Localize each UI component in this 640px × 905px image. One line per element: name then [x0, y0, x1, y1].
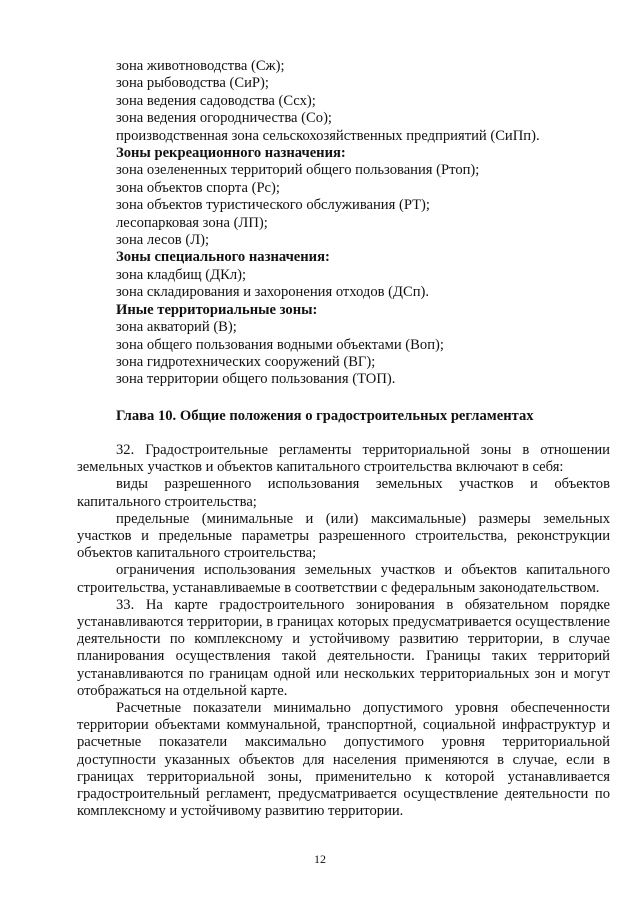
list-item: зона территории общего пользования (ТОП). — [116, 371, 396, 388]
list-item: зона гидротехнических сооружений (ВГ); — [116, 353, 376, 370]
paragraph: 32. Градостроительные регламенты территориальной зоны в отношении земельных участков и объектов капитального строительства включают в себя: — [77, 442, 610, 476]
list-item: зона ведения садоводства (Ссх); — [116, 92, 316, 109]
list-item: производственная зона сельскохозяйственных предприятий (СиПп). — [116, 127, 540, 144]
section-heading: Иные территориальные зоны: — [116, 301, 318, 318]
paragraph: 33. На карте градостроительного зонирования в обязательном порядке устанавливаются территории, в границах которых предусматривается осуществление деятельности по комплексному и устойчивому развитию территории, в случае планирования осуществления такой деятельности. Границы таких территорий устанавливаются по границам одной или нескольких территориальных зон и могут отображаться на отдельной карте. — [77, 596, 610, 699]
list-item: зона объектов спорта (Рс); — [116, 179, 280, 196]
paragraph: ограничения использования земельных участков и объектов капитального строительства, устанавливаемые в соответствии с федеральным законодательством. — [77, 562, 610, 596]
list-item: зона общего пользования водными объектами (Воп); — [116, 336, 444, 353]
paragraph: предельные (минимальные и (или) максимальные) размеры земельных участков и предельные параметры разрешенного строительства, реконструкции объектов капитального строительства; — [77, 510, 610, 562]
paragraph: Расчетные показатели минимально допустимого уровня обеспеченности территории объектами коммунальной, транспортной, социальной инфраструктур и расчетные показатели максимально допустимого уровня территориальной доступности указанных объектов для населения применяются в случае, если в границах территориальной зоны, применительно к которой устанавливается градостроительный регламент, предусматривается осуществление деятельности по комплексному и устойчивому развитию территории. — [77, 700, 610, 820]
chapter-title: Глава 10. Общие положения о градостроительных регламентах — [116, 408, 534, 424]
page-number: 12 — [314, 852, 326, 866]
list-item: зона кладбищ (ДКл); — [116, 266, 247, 283]
list-item: зона озелененных территорий общего пользования (Ртоп); — [116, 162, 480, 179]
section-heading: Зоны рекреационного назначения: — [116, 145, 346, 162]
section-heading: Зоны специального назначения: — [116, 249, 330, 266]
zones-list — [116, 58, 596, 389]
list-item: зона ведения огородничества (Со); — [116, 110, 332, 127]
body-text — [77, 442, 610, 820]
list-item: зона лесов (Л); — [116, 232, 210, 249]
list-item: зона объектов туристического обслуживания (РТ); — [116, 197, 430, 214]
list-item: зона рыбоводства (СиР); — [116, 75, 269, 92]
list-item: зона акваторий (В); — [116, 319, 237, 336]
list-item: зона складирования и захоронения отходов (ДСп). — [116, 284, 430, 301]
list-item: лесопарковая зона (ЛП); — [116, 214, 268, 231]
paragraph: виды разрешенного использования земельных участков и объектов капитального строительства; — [77, 476, 610, 510]
list-item: зона животноводства (Сж); — [116, 58, 285, 74]
